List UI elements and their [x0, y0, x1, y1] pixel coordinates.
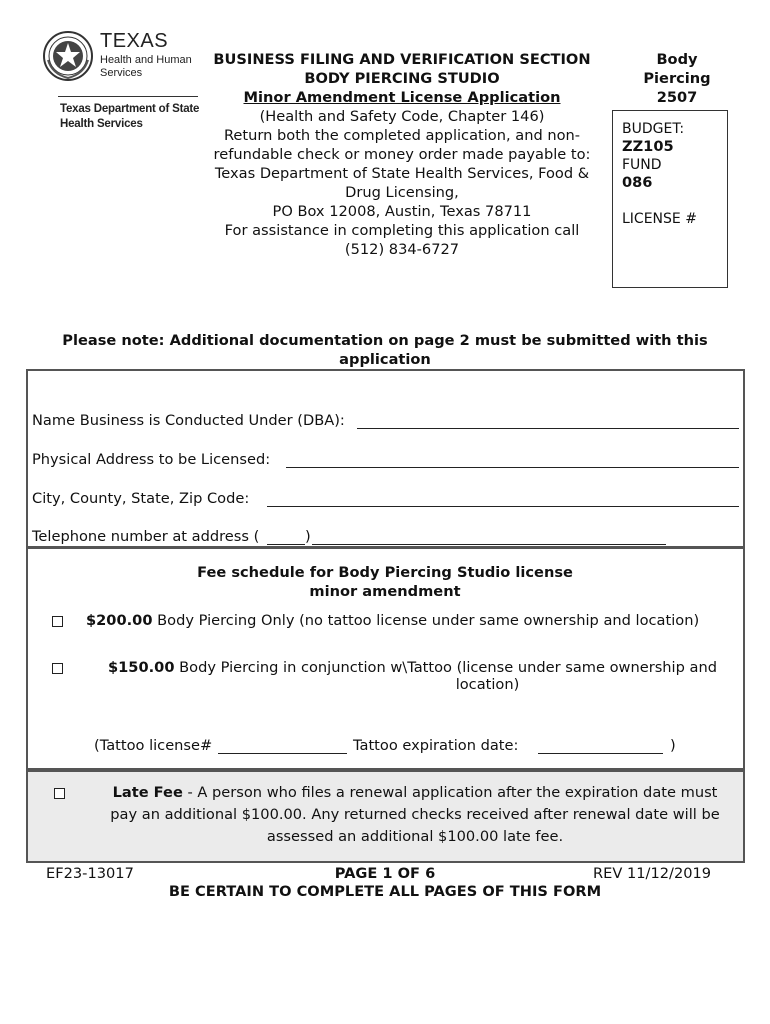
- option-200-text: [86, 612, 699, 629]
- address-field[interactable]: [286, 453, 739, 468]
- budget-label: BUDGET:: [622, 121, 685, 137]
- assistance-phone: (512) 834-6727: [344, 241, 460, 258]
- mailing-address: PO Box 12008, Austin, Texas 78711: [272, 203, 532, 220]
- city-label: City, County, State, Zip Code:: [32, 490, 250, 507]
- late-fee-checkbox[interactable]: [54, 788, 65, 799]
- area-code-field[interactable]: [267, 530, 305, 545]
- revision-date: REV 11/12/2019: [593, 865, 712, 882]
- studio-type: BODY PIERCING STUDIO: [304, 70, 500, 87]
- logo-state-name: TEXAS: [100, 30, 169, 52]
- city-county-state-zip-field[interactable]: [267, 492, 739, 507]
- option-150-text: [90, 659, 735, 693]
- instructions-line: Return both the completed application, and non-: [223, 127, 581, 144]
- option-150-checkbox[interactable]: [52, 663, 63, 674]
- form-title: Minor Amendment License Application: [243, 89, 561, 106]
- option-150-description: Body Piercing in conjunction w\Tattoo (license under same ownership and: [179, 659, 717, 676]
- documentation-note: Please note: Additional documentation on page 2 must be submitted with this application: [62, 332, 708, 368]
- option-200-checkbox[interactable]: [52, 616, 63, 627]
- tattoo-license-label: (Tattoo license#: [94, 737, 213, 754]
- phone-label: Telephone number at address (: [32, 528, 260, 545]
- assistance-text: For assistance in completing this application call: [224, 222, 580, 239]
- phone-paren-close: ): [305, 528, 311, 545]
- tattoo-expiration-field[interactable]: [538, 739, 663, 754]
- form-id: EF23-13017: [46, 865, 134, 882]
- fund-value: 086: [622, 174, 653, 191]
- late-fee-text: Late Fee - A person who files a renewal application after the expiration date must pay an additional $100.00. Any returned checks received after renewal date will be assessed an additional $100.00 late fee.: [110, 784, 720, 845]
- fund-label: FUND: [622, 157, 662, 173]
- late-fee-label: Late Fee: [112, 784, 183, 801]
- section-title: BUSINESS FILING AND VERIFICATION SECTION: [213, 51, 591, 68]
- tattoo-expiration-label: Tattoo expiration date:: [353, 737, 519, 754]
- address-label: Physical Address to be Licensed:: [32, 451, 271, 468]
- option-200-description: Body Piercing Only (no tattoo license under same ownership and location): [157, 612, 700, 629]
- office-use-box: [612, 110, 728, 288]
- dba-field[interactable]: [357, 414, 739, 429]
- completion-notice: BE CERTAIN TO COMPLETE ALL PAGES OF THIS FORM: [168, 883, 602, 900]
- page-number: PAGE 1 OF 6: [334, 865, 436, 882]
- logo-department-name: Texas Department of State Health Services: [60, 103, 200, 130]
- dba-label: Name Business is Conducted Under (DBA):: [32, 412, 345, 429]
- option-200-amount: $200.00: [86, 612, 153, 629]
- option-150-amount: $150.00: [108, 659, 175, 676]
- instructions-line: refundable check or money order made payable to:: [213, 146, 591, 163]
- instructions-line: Texas Department of State Health Services, Food &: [214, 165, 590, 182]
- logo-divider: [58, 96, 198, 97]
- texas-seal-icon: [42, 30, 94, 82]
- fee-schedule-title: Fee schedule for Body Piercing Studio license minor amendment: [197, 564, 573, 600]
- license-number-label: LICENSE #: [622, 211, 697, 227]
- instructions-line: Drug Licensing,: [345, 184, 459, 201]
- form-header: [193, 50, 611, 259]
- budget-value: ZZ105: [622, 138, 674, 155]
- logo-agency-name: Health and Human Services: [100, 54, 192, 79]
- tattoo-license-field[interactable]: [218, 739, 347, 754]
- statute-reference: (Health and Safety Code, Chapter 146): [259, 108, 545, 125]
- program-code-title: Body Piercing 2507: [643, 51, 711, 106]
- tattoo-paren-close: ): [670, 737, 676, 754]
- phone-number-field[interactable]: [312, 530, 666, 545]
- option-150-description-cont: location): [455, 676, 520, 693]
- agency-logo: [42, 30, 202, 140]
